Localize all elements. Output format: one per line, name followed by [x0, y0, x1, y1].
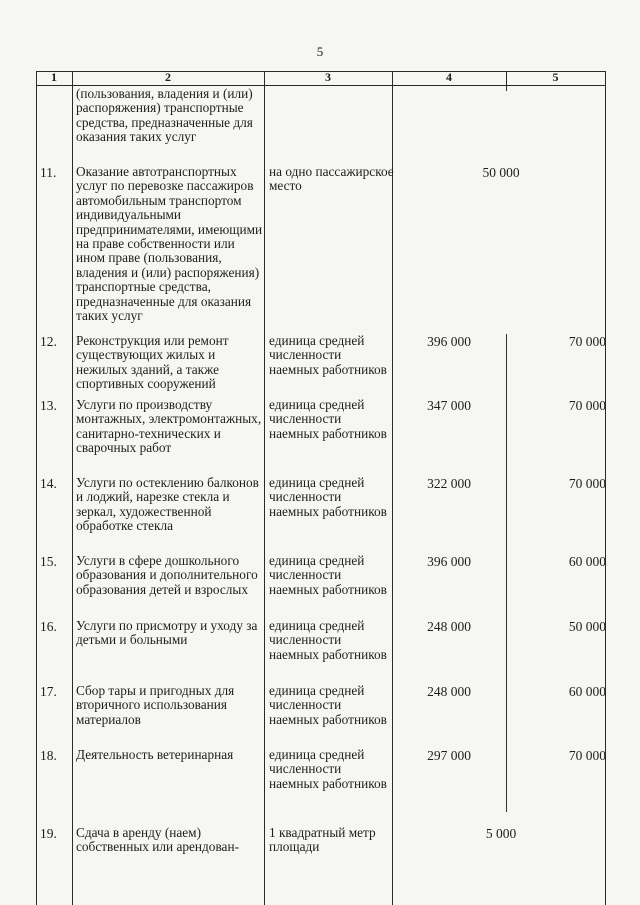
row-unit: единица средней численности наемных работников [269, 683, 387, 727]
column-header: 1 [51, 70, 57, 84]
row-value-col5: 70 000 [568, 334, 606, 349]
row-number: 13. [40, 398, 57, 413]
row-unit: единица средней численности наемных работников [269, 618, 387, 662]
row-value-col4: 322 000 [427, 476, 471, 491]
row-description: Услуги по остеклению балконов и лоджий, нарезке стекла и зеркал, художественной обработке стекла [76, 475, 259, 534]
row-description: Услуги по производству монтажных, электромонтажных, санитарно-технических и сварочных работ [76, 397, 262, 456]
row-number: 18. [40, 748, 57, 763]
row-unit: 1 квадратный метр площади [269, 825, 376, 855]
row-unit: единица средней численности наемных работников [269, 553, 387, 597]
row-description: Услуги в сфере дошкольного образования и дополнительного образования детей и взрослых [76, 553, 258, 597]
column-divider-segment [506, 554, 507, 619]
row-merged-value: 5 000 [485, 826, 517, 841]
column-divider-segment [506, 684, 507, 748]
row-unit: единица средней численности наемных работников [269, 747, 387, 791]
row-value-col5: 70 000 [568, 748, 606, 763]
column-divider-segment [506, 619, 507, 684]
row-value-col5: 60 000 [568, 684, 606, 699]
row-description: Реконструкция или ремонт существующих жилых и нежилых зданий, а также спортивных сооружений [76, 333, 229, 392]
row-value-col5: 60 000 [568, 554, 606, 569]
row-value-col4: 396 000 [427, 554, 471, 569]
row-description: Деятельность ветеринарная [76, 747, 234, 762]
row-value-col5: 50 000 [568, 619, 606, 634]
page-number: 5 [316, 44, 324, 59]
row-merged-value: 50 000 [482, 165, 520, 180]
row-value-col4: 248 000 [427, 684, 471, 699]
row-value-col4: 297 000 [427, 748, 471, 763]
row-unit: единица средней численности наемных работников [269, 333, 387, 377]
row-number: 14. [40, 476, 57, 491]
column-header: 4 [446, 70, 452, 84]
row-description: Сбор тары и пригодных для вторичного использования материалов [76, 683, 235, 727]
column-border [36, 71, 37, 905]
column-header: 3 [325, 70, 331, 84]
row-description: Услуги по присмотру и уходу за детьми и больными [76, 618, 258, 648]
row-description: (пользования, владения и (или) распоряжения) транспортные средства, предназначенные для оказания таких услуг [76, 86, 253, 145]
column-divider-segment [506, 398, 507, 476]
column-divider-segment [506, 476, 507, 554]
row-number: 17. [40, 684, 57, 699]
row-number: 12. [40, 334, 57, 349]
column-divider-segment [506, 748, 507, 812]
row-number: 19. [40, 826, 57, 841]
row-unit: единица средней численности наемных работников [269, 475, 387, 519]
column-divider-segment [506, 334, 507, 398]
row-number: 11. [40, 165, 57, 180]
row-value-col5: 70 000 [568, 398, 606, 413]
tax-rates-table [36, 71, 606, 905]
column-header: 5 [552, 70, 559, 84]
column-header: 2 [165, 70, 171, 84]
row-unit: на одно пассажирское место [269, 164, 394, 194]
row-description: Сдача в аренду (наем) собственных или арендован- [76, 825, 239, 855]
row-value-col4: 347 000 [427, 398, 471, 413]
column-border [72, 71, 73, 905]
row-value-col5: 70 000 [568, 476, 606, 491]
row-value-col4: 396 000 [427, 334, 471, 349]
row-value-col4: 248 000 [427, 619, 471, 634]
row-number: 16. [40, 619, 57, 634]
row-unit: единица средней численности наемных работников [269, 397, 387, 441]
row-description: Оказание автотранспортных услуг по перевозке пассажиров автомобильным транспортом индивидуальными предпринимателями, имеющими на праве собственности или ином праве (пользования, владения и (или) распоряжения) транспортные средства, предназначенные для оказания таких услуг [76, 164, 263, 324]
row-number: 15. [40, 554, 57, 569]
